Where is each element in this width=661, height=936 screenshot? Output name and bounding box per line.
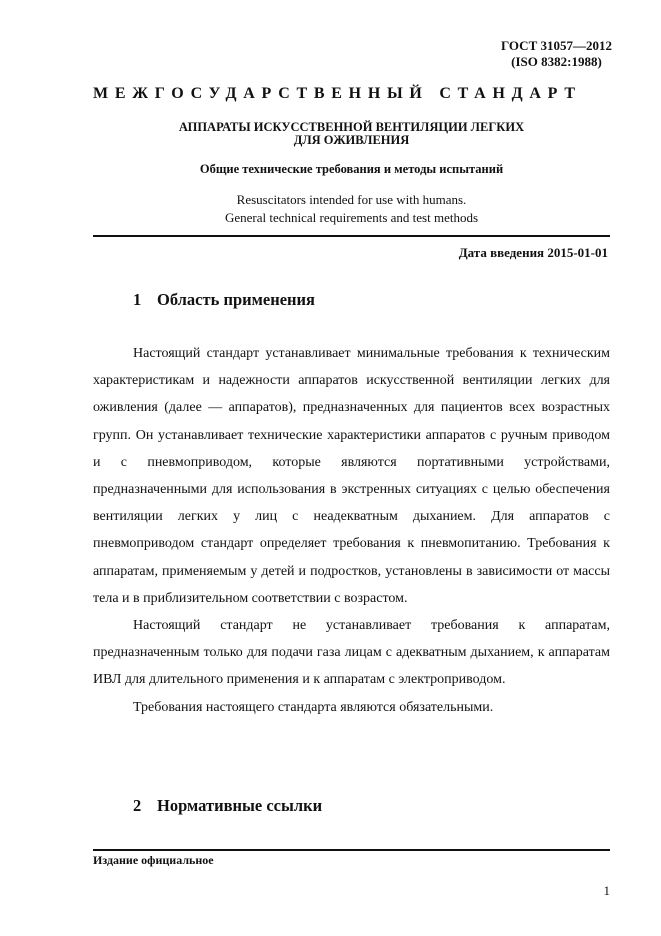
section-1-body [93,340,610,721]
document-title-line2: ДЛЯ ОЖИВЛЕНИЯ [293,133,410,147]
page-number: 1 [603,883,610,898]
paragraph: Требования настоящего стандарта являются обязательными. [133,699,494,715]
gost-designation [501,38,612,70]
section-1-heading [133,290,315,310]
iso-number: (ISO 8382:1988) [511,54,602,69]
document-title [93,121,610,147]
english-title-line2: General technical requirements and test methods [224,210,479,225]
interstate-standard-heading: МЕЖГОСУДАРСТВЕННЫЙ СТАНДАРТ [93,85,582,102]
document-subtitle: Общие технические требования и методы испытаний [199,162,504,176]
paragraph: Настоящий стандарт устанавливает минимальные требования к техническим характеристикам и надежности аппаратов искусственной вентиляции легких для оживления (далее — аппаратов), предназначенных для пациентов всех возрастных групп. Он устанавливает технические характеристики аппаратов с ручным приводом и с пневмоприводом, которые являются портативными устройствами, предназначенными для использования в экстренных ситуациях с целью обеспечения вентиляции легких у лиц с неадекватным дыханием. Для аппаратов с пневмоприводом стандарт определяет требования к пневмопитанию. Требования к аппаратам, применяемым у детей и подростков, установлены в зависимости от массы тела и в приблизительном соответствии с возрастом. [93,346,610,606]
gost-number: ГОСТ 31057—2012 [500,38,612,53]
section-2-heading [133,796,322,816]
header-divider [93,235,610,237]
document-title-english [93,191,610,227]
section-2-number: 2 [133,796,142,815]
english-title-line1: Resuscitators intended for use with humans. [236,192,467,207]
introduction-date: Дата введения 2015-01-01 [458,245,608,260]
section-1-title: Область применения [157,290,315,309]
paragraph: Настоящий стандарт не устанавливает требования к аппаратам, предназначенным только для подачи газа лицам с адекватным дыханием, к аппаратам ИВЛ для длительного применения и к аппаратам с электроприводом. [93,618,610,688]
footer-divider [93,849,610,851]
section-2-title: Нормативные ссылки [157,796,323,815]
official-edition-label: Издание официальное [93,853,214,867]
document-title-line1: АППАРАТЫ ИСКУССТВЕННОЙ ВЕНТИЛЯЦИИ ЛЕГКИХ [178,120,525,134]
section-1-number: 1 [133,290,142,309]
